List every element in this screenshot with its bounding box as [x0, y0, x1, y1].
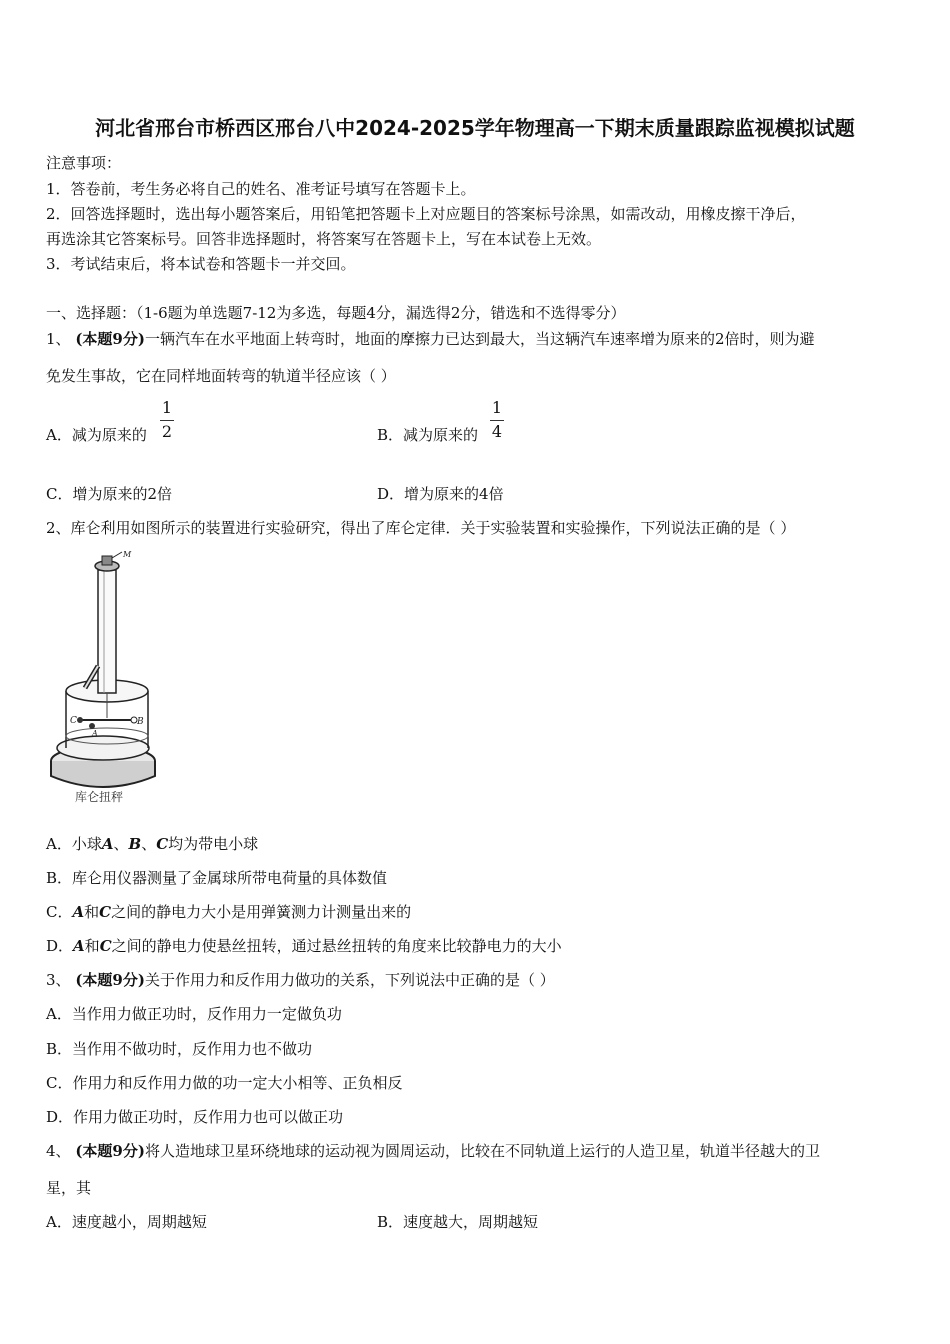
option-b: B．当作用不做功时，反作用力也不做功: [46, 1040, 313, 1058]
option-text: C．: [46, 903, 73, 921]
option-c: C．增为原来的2倍: [46, 485, 173, 503]
question-number: 3、: [46, 971, 71, 989]
question-number: 1、: [46, 330, 71, 348]
label-m: M: [123, 550, 132, 559]
option-text: D．: [46, 937, 74, 955]
fraction-numerator: 1: [161, 398, 173, 417]
question-score: (本题9分): [75, 330, 145, 348]
question-2-stem: 2、库仑利用如图所示的装置进行实验研究，得出了库仑定律．关于实验装置和实验操作，下列说法正确的是（ ）: [46, 519, 796, 537]
option-a: [46, 833, 258, 854]
notice-heading: 注意事项：: [46, 154, 122, 172]
fraction-numerator: 1: [491, 398, 503, 417]
question-text: 关于作用力和反作用力做功的关系，下列说法中正确的是（ ）: [144, 971, 555, 989]
variable: B: [128, 835, 142, 853]
option-c: [46, 901, 411, 922]
option-text: 之间的静电力大小是用弹簧测力计测量出来的: [111, 903, 412, 921]
page-title: 河北省邢台市桥西区邢台八中2024-2025学年物理高一下期末质量跟踪监视模拟试题: [95, 116, 855, 140]
question-text: 免发生事故，它在同样地面转弯的轨道半径应该（ ）: [46, 367, 396, 385]
option-b: B．速度越大，周期越短: [377, 1213, 539, 1231]
question-score: (本题9分): [75, 971, 145, 989]
option-b: B．库仑用仪器测量了金属球所带电荷量的具体数值: [46, 869, 388, 887]
notice-item: 1．答卷前，考生务必将自己的姓名、准考证号填写在答题卡上。: [46, 180, 476, 198]
label-b: B: [137, 717, 144, 727]
question-text: 一辆汽车在水平地面上转弯时，地面的摩擦力已达到最大，当这辆汽车速率增为原来的2倍时，则为避: [144, 330, 815, 348]
notice-item: 3．考试结束后，将本试卷和答题卡一并交回。: [46, 255, 356, 273]
figure-caption: 库仑扭秤: [75, 790, 124, 804]
option-text: A．小球: [46, 835, 102, 853]
question-number: 4、: [46, 1142, 71, 1160]
section-heading: 一、选择题：（1-6题为单选题7-12为多选，每题4分，漏选得2分，错选和不选得零分）: [46, 304, 626, 322]
option-d: D．作用力做正功时，反作用力也可以做正功: [46, 1108, 344, 1126]
label-c: C: [70, 716, 77, 726]
question-score: (本题9分): [75, 1142, 145, 1160]
variable: A: [101, 835, 114, 853]
fraction: [490, 398, 504, 441]
option-a: A．当作用力做正功时，反作用力一定做负功: [46, 1005, 342, 1023]
option-a: A．速度越小，周期越短: [46, 1213, 207, 1231]
separator: 、: [141, 835, 157, 853]
fraction-denominator: 2: [161, 422, 173, 441]
notice-item: 2．回答选择题时，选出每小题答案后，用铅笔把答题卡上对应题目的答案标号涂黑，如需改动，用橡皮擦干净后，: [46, 205, 806, 223]
option-d: D．增为原来的4倍: [377, 485, 504, 503]
question-1-stem: [46, 328, 815, 349]
question-text: 星，其: [46, 1179, 92, 1197]
option-b: B．减为原来的: [377, 426, 479, 444]
option-a: A．减为原来的: [46, 426, 147, 444]
option-text: 和: [84, 937, 100, 955]
variable: A: [73, 937, 85, 955]
variable: A: [72, 903, 85, 921]
question-text: 将人造地球卫星环绕地球的运动视为圆周运动，比较在不同轨道上运行的人造卫星，轨道半径越大的卫: [144, 1142, 820, 1160]
coulomb-torsion-balance-figure: [40, 548, 170, 813]
variable: C: [156, 835, 169, 853]
option-c: C．作用力和反作用力做的功一定大小相等、正负相反: [46, 1074, 403, 1092]
option-text: 和: [84, 903, 100, 921]
variable: C: [99, 903, 112, 921]
variable: C: [99, 937, 112, 955]
option-d: [46, 935, 562, 956]
option-text: 之间的静电力使悬丝扭转，通过悬丝扭转的角度来比较静电力的大小: [111, 937, 562, 955]
question-4-stem: [46, 1140, 820, 1161]
question-3-stem: [46, 969, 555, 990]
fraction: [160, 398, 174, 441]
separator: 、: [113, 835, 129, 853]
option-text: 均为带电小球: [168, 835, 259, 853]
notice-item: 再选涂其它答案标号。回答非选择题时，将答案写在答题卡上，写在本试卷上无效。: [46, 230, 602, 248]
label-a: A: [92, 729, 98, 738]
fraction-denominator: 4: [491, 422, 503, 441]
